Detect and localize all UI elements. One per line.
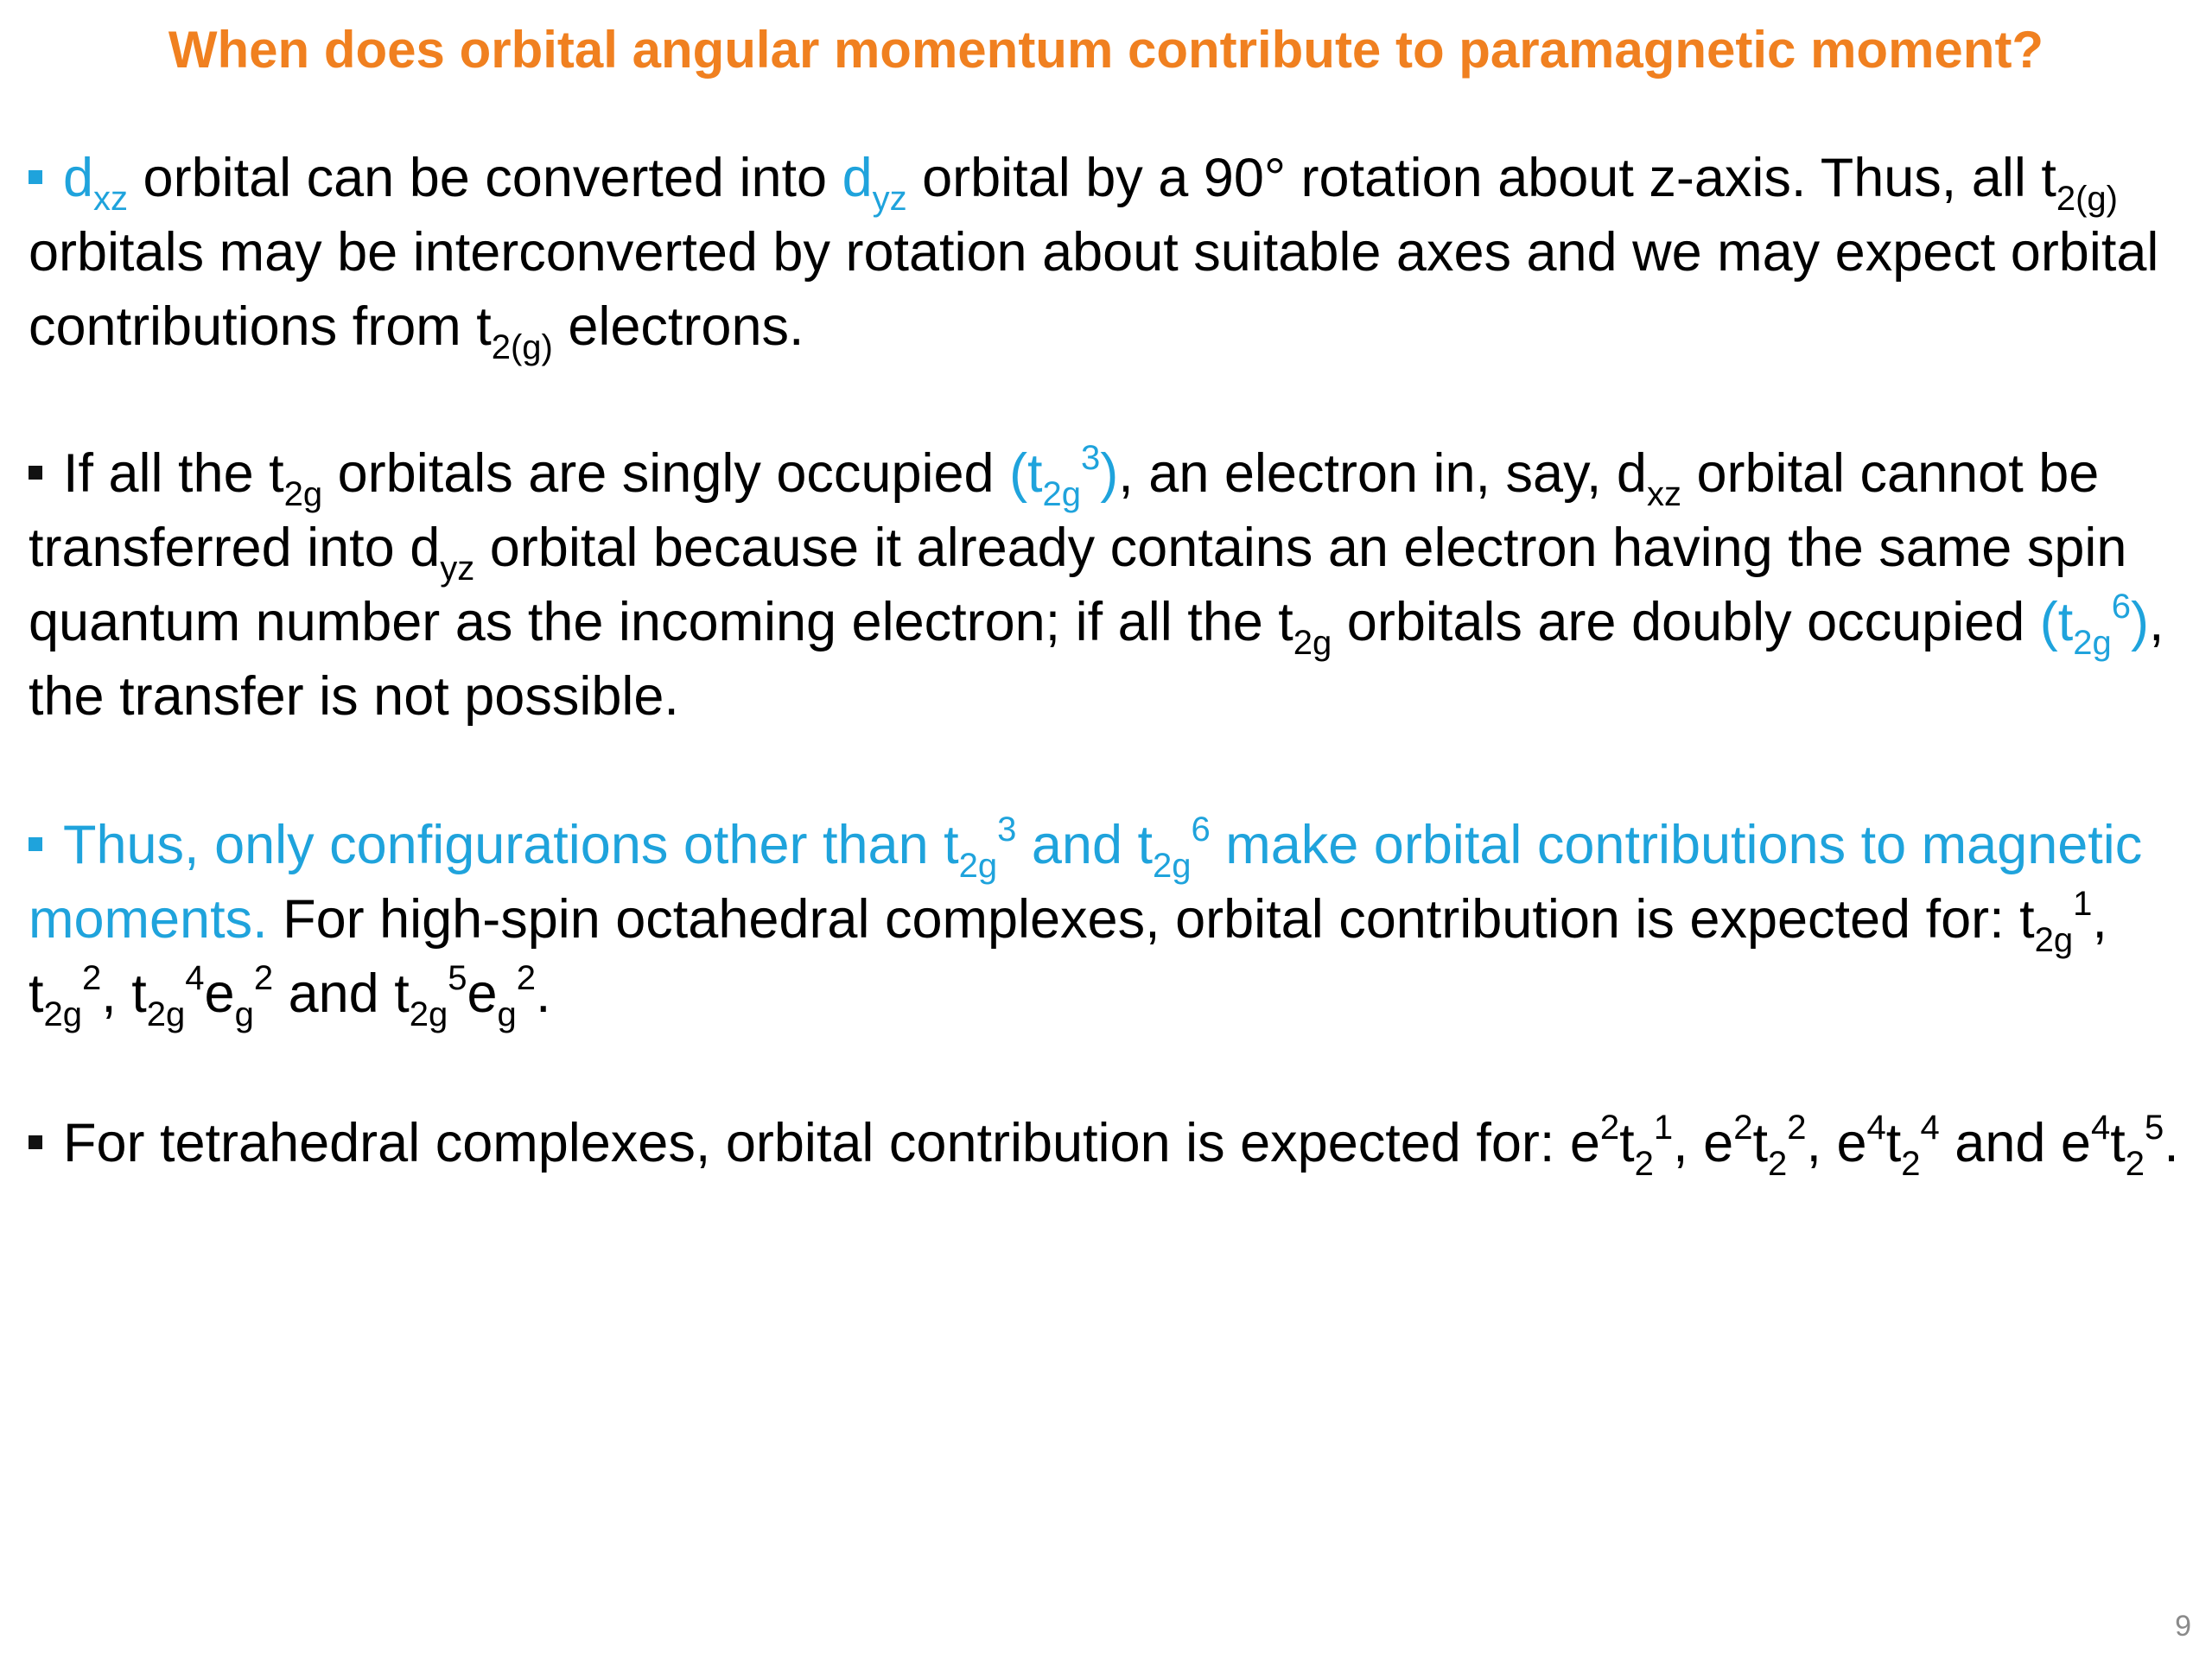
page-number: 9 — [2175, 1610, 2191, 1643]
slide-title: When does orbital angular momentum contribute to paramagnetic moment? — [168, 21, 2044, 79]
bullet-icon — [29, 466, 42, 480]
highlight-dyz: $d_{yz}$ — [842, 148, 907, 218]
highlight-t2g6: $(t_{2g}^6)$ — [2039, 588, 2150, 662]
paragraph-octahedral: Thus, only configurations other than $t_{2g}^3$ and $t_{2g}^6$ make orbital contributions to magnetic moments. For high-spin octahedral complexes, orbital contribution is expected for: $t_{2g}^1$, $t_{2g}^2$, $t_{2g}^4e_g^2$ and $t_{2g}^5e_g^2$. — [29, 810, 2143, 1033]
highlight-dxz: $d_{xz}$ — [63, 148, 129, 218]
bullet-icon — [29, 170, 42, 184]
paragraph-tetrahedral: For tetrahedral complexes, orbital contribution is expected for: $e^2t_2^1$, $e^2t_2^2$, $e^4t_2^4$ and $e^4t_2^5$. — [29, 1106, 2189, 1180]
highlight-configurations: Thus, only configurations other than $t_{2g}^3$ and $t_{2g}^6$ make orbital contributions to magnetic moments. — [29, 810, 2143, 950]
highlight-t2g3: $(t_{2g}^3)$ — [1009, 439, 1119, 513]
paragraph-orbital-rotation: $d_{xz}$ orbital can be converted into $d_{yz}$ orbital by a 90° rotation about z-axis. Thus, all $t_{2(g)}$ orbitals may be interconverted by rotation about suitable axes and we may expect orbital contributions from $t_{2(g)}$ electrons. — [29, 148, 2159, 366]
paragraph-singly-occupied: If all the $t_{2g}$ orbitals are singly occupied $(t_{2g}^3)$, an electron in, say, $d_{xz}$ orbital cannot be transferred into $d_{yz}$ orbital because it already contains an electron having the same spin quantum number as the incoming electron; if all the $t_{2g}$ orbitals are doubly occupied $(t_{2g}^6)$, the transfer is not possible. — [29, 439, 2164, 727]
bullet-icon — [29, 1135, 42, 1149]
bullet-icon — [29, 837, 42, 851]
